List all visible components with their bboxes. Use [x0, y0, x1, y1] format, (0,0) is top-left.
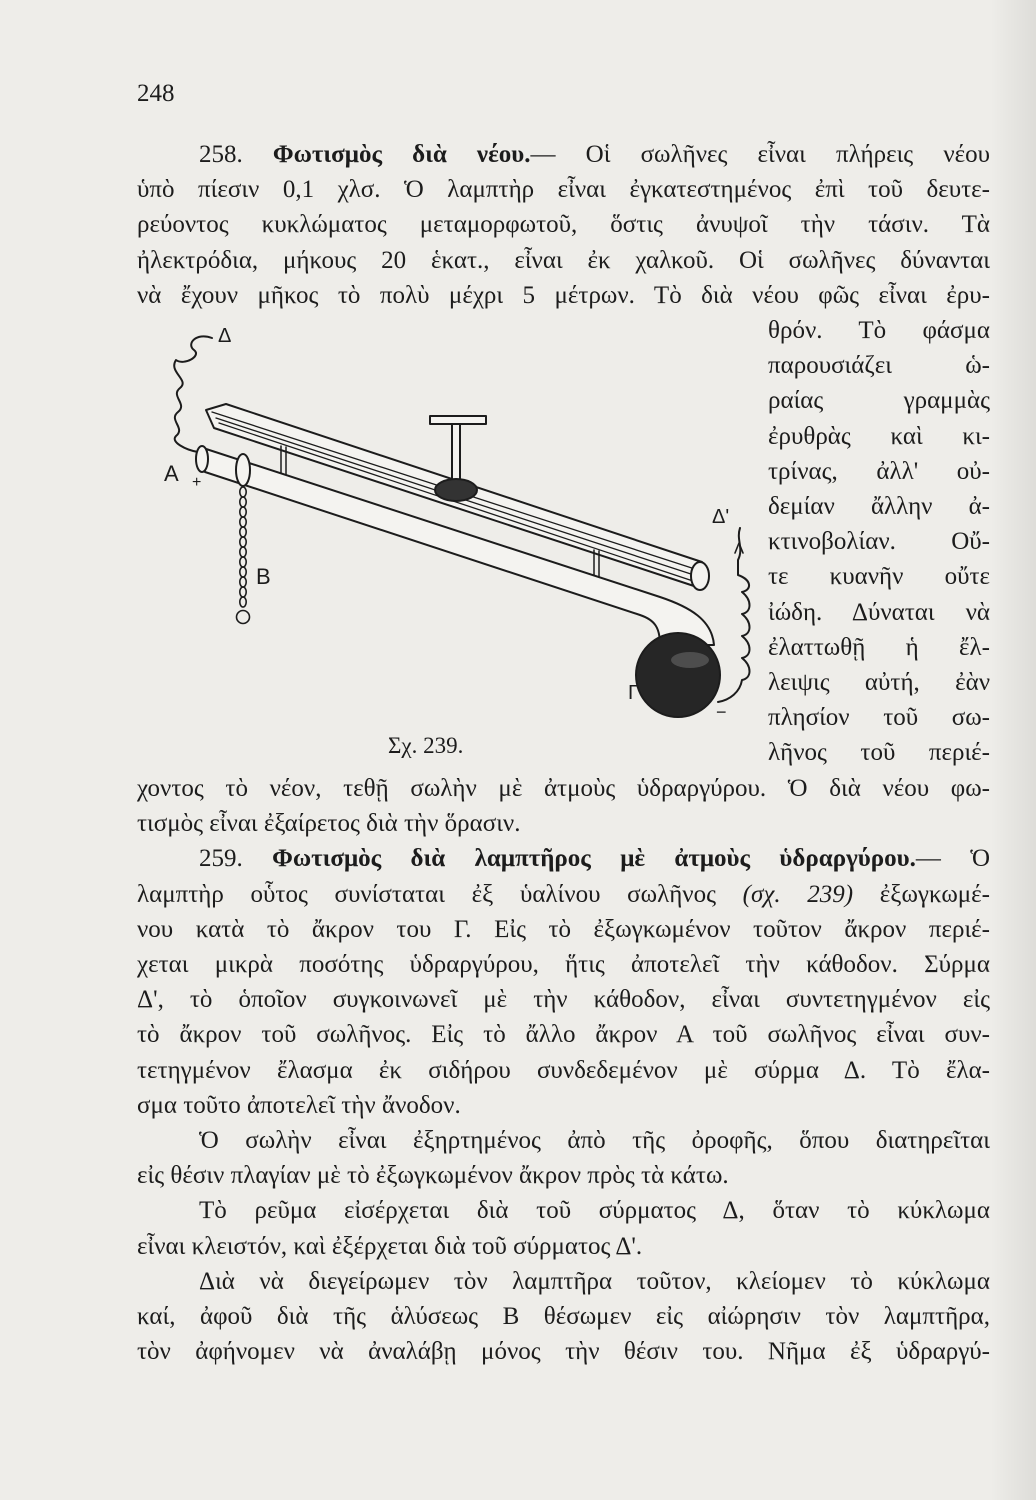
- text-line: Ὁ σωλὴν εἶναι ἐξηρτημένος ἀπὸ τῆς ὀροφῆς, ὅπου διατηρεῖται: [199, 1127, 990, 1155]
- lower-text-block: [137, 771, 990, 1369]
- text-line: παρουσιάζει ὡ-: [768, 352, 990, 380]
- chain-link: [240, 487, 246, 497]
- text-line: καί, ἀφοῦ διὰ τῆς ἁλύσεως Β θέσωμεν εἰς αἰώρησιν τὸν λαμπτῆρα,: [137, 1303, 990, 1331]
- text-line: κτινοβολίαν. Οὔ-: [768, 528, 990, 556]
- hanger-clamp: [435, 479, 477, 501]
- text-run: Οἱ σωλῆνες εἶναι πλήρεις νέου: [585, 141, 991, 168]
- text-line: τετηγμένον ἔλασμα ἐκ σιδήρου συνδεδεμένον μὲ σύρμα Δ. Τὸ ἔλα-: [137, 1056, 990, 1084]
- page-number: 248: [137, 80, 175, 107]
- text-line: ἐλαττωθῇ ἡ ἔλ-: [768, 633, 990, 661]
- chain-link: [240, 587, 246, 597]
- text-line: [137, 877, 990, 912]
- label-delta: Δ: [218, 325, 232, 347]
- text-run: λαμπτὴρ οὗτος συνίσταται ἐξ ὑαλίνου σωλῆνος: [137, 880, 716, 908]
- section-258-top: [137, 137, 990, 313]
- text-line: τρίνας, ἀλλ' οὐ-: [768, 457, 990, 485]
- chain-link: [240, 557, 246, 567]
- text-line: ἐρυθρὰς καὶ κι-: [768, 422, 990, 450]
- text-line: Διὰ νὰ διεγείρωμεν τὸν λαμπτῆρα τοῦτον, κλείομεν τὸ κύκλωμα: [199, 1267, 990, 1295]
- label-plus: +: [192, 474, 202, 491]
- chain-link: [240, 497, 246, 507]
- text-line: ρεύοντος κυκλώματος μεταμορφωτοῦ, ὅστις ἀνυψοῖ τὴν τάσιν. Τὰ: [137, 211, 990, 239]
- section-title: Φωτισμὸς διὰ λαμπτῆρος μὲ ἀτμοὺς ὑδραργύρου.: [272, 845, 916, 873]
- suspension-chain: [237, 487, 250, 624]
- text-line: τὸ ἄκρον τοῦ σωλῆνος. Εἰς τὸ ἄλλο ἄκρον Α τοῦ σωλῆνος εἶναι συν-: [137, 1021, 990, 1049]
- text-line: Δ', τὸ ὁποῖον συγκοινωνεῖ μὲ τὴν κάθοδον, εἶναι συντετηγμένον εἰς: [137, 986, 990, 1014]
- text-run: ἐξωγκωμέ-: [879, 880, 991, 908]
- bulb-highlight: [671, 652, 709, 668]
- section-258-heading-line: [137, 137, 990, 172]
- reflector-end: [691, 562, 709, 590]
- chain-link: [240, 537, 246, 547]
- text-line: σμα τοῦτο ἀποτελεῖ τὴν ἄνοδον.: [137, 1091, 461, 1119]
- text-line: εἰς θέσιν πλαγίαν μὲ τὸ ἐξωγκωμένον ἄκρον πρὸς τὰ κάτω.: [137, 1162, 729, 1190]
- text-line: δεμίαν ἄλλην ἀ-: [768, 493, 990, 521]
- text-line: τὸν ἀφήνομεν νὰ ἀναλάβῃ μόνος τὴν θέσιν του. Νῆμα ἐξ ὑδραργύ-: [137, 1338, 990, 1366]
- mercury-bulb: [636, 633, 720, 717]
- chain-ring: [237, 611, 250, 624]
- wire-delta: [174, 336, 212, 452]
- em-dash: —: [915, 845, 941, 873]
- chain-clamp: [236, 454, 250, 486]
- chain-link: [240, 517, 246, 527]
- text-line: λῆνος τοῦ περιέ-: [768, 739, 990, 767]
- wire-delta-prime: [718, 528, 750, 702]
- chain-link: [240, 597, 246, 607]
- section-number: 258.: [199, 141, 243, 168]
- chain-link: [240, 567, 246, 577]
- text-line: θρόν. Τὸ φάσμα: [768, 317, 990, 344]
- label-minus: −: [716, 702, 727, 722]
- figure-reference: (σχ. 239): [742, 880, 854, 908]
- label-chain: Β: [256, 564, 271, 589]
- text-line: χεται μικρὰ ποσότης ὑδραργύρου, ἥτις ἀποτελεῖ τὴν κάθοδον. Σύρμα: [137, 951, 990, 979]
- chain-link: [240, 527, 246, 537]
- text-line: λειψις αὐτή, ἐὰν: [768, 669, 990, 697]
- tube-end-cap: [196, 446, 208, 472]
- text-line: νὰ ἔχουν μῆκος τὸ πολὺ μέχρι 5 μέτρων. Τὸ διὰ νέου φῶς εἶναι ἐρυ-: [137, 281, 990, 309]
- text-line: Τὸ ρεῦμα εἰσέρχεται διὰ τοῦ σύρματος Δ, ὅταν τὸ κύκλωμα: [199, 1197, 990, 1225]
- section-258-side-column: [768, 313, 990, 771]
- section-259-heading-line: [137, 841, 990, 876]
- section-title: Φωτισμὸς διὰ νέου.: [272, 141, 531, 168]
- section-number: 259.: [199, 845, 243, 873]
- label-anode: Α: [164, 461, 179, 486]
- figure-caption: Σχ. 239.: [388, 733, 464, 758]
- chain-link: [240, 577, 246, 587]
- text-line: ἰώδη. Δύναται νὰ: [768, 598, 990, 626]
- text-line: εἶναι κλειστόν, καὶ ἐξέρχεται διὰ τοῦ σύρματος Δ'.: [137, 1232, 643, 1260]
- text-line: τισμὸς εἶναι ἐξαίρετος διὰ τὴν ὅρασιν.: [137, 810, 521, 838]
- text-line: νου κατὰ τὸ ἄκρον του Γ. Εἰς τὸ ἐξωγκωμένον τοῦτον ἄκρον περιέ-: [137, 915, 990, 943]
- hanger-bar: [430, 416, 486, 424]
- text-run: Ὁ: [970, 845, 990, 873]
- em-dash: —: [530, 141, 556, 168]
- label-delta-prime: Δ': [712, 506, 730, 528]
- chain-link: [240, 507, 246, 517]
- text-line: χοντος τὸ νέον, τεθῇ σωλὴν μὲ ἀτμοὺς ὑδραργύρου. Ὁ διὰ νέου φω-: [137, 775, 990, 802]
- chain-link: [240, 547, 246, 557]
- text-line: ραίας γραμμὰς: [768, 387, 990, 415]
- text-line: πλησίον τοῦ σω-: [768, 704, 990, 732]
- hanger-rod: [452, 424, 460, 480]
- current-arrow: [735, 543, 743, 553]
- text-line: ἠλεκτρόδια, μήκους 20 ἑκατ., εἶναι ἐκ χαλκοῦ. Οἱ σωλῆνες δύνανται: [137, 246, 990, 274]
- figure-drawing: [174, 336, 749, 717]
- page-edge-shadow: [990, 0, 1036, 1500]
- text-line: τε κυανῆν οὔτε: [768, 563, 990, 591]
- text-line: ὑπὸ πίεσιν 0,1 χλσ. Ὁ λαμπτὴρ εἶναι ἐγκατεστημένος ἐπὶ τοῦ δευτε-: [137, 176, 990, 204]
- figure-239: [137, 313, 762, 771]
- label-gamma: Γ: [628, 682, 640, 704]
